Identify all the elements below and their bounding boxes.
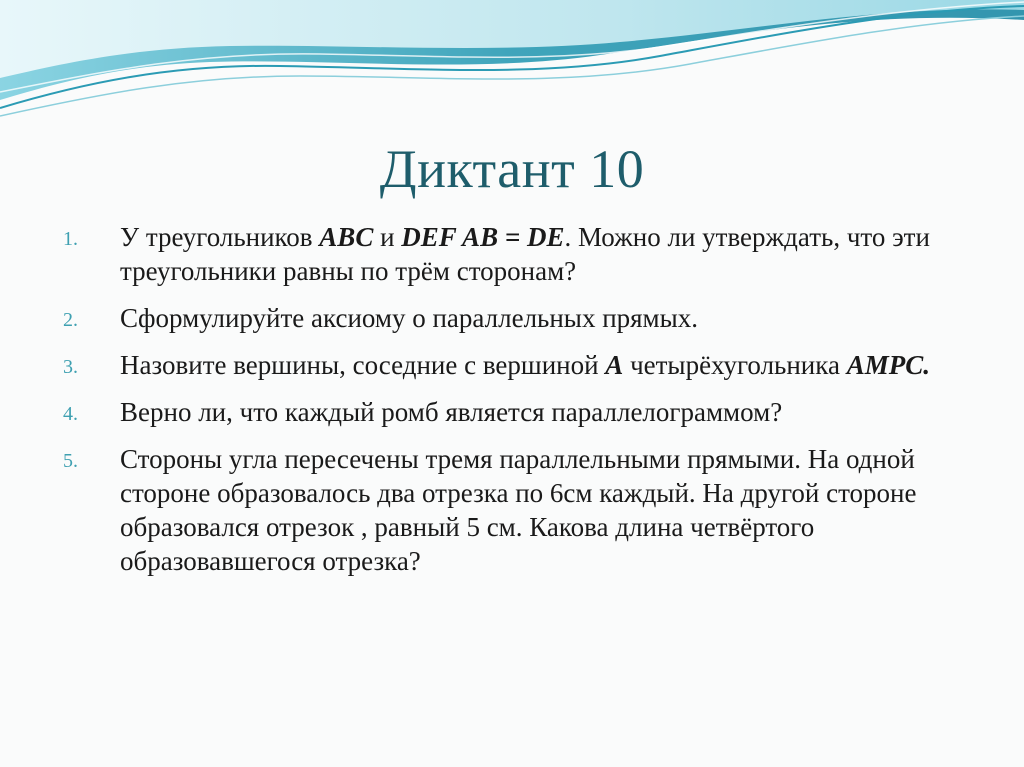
- item-text: . Можно ли утверждать, что эти треугольники равны по трём сторонам?: [120, 222, 930, 286]
- list-item-2: [0, 301, 970, 335]
- item-number: 2.: [63, 309, 78, 331]
- math-term: DEF AB = DE: [401, 222, 565, 252]
- question-list: [0, 220, 1024, 591]
- math-term: ABC: [319, 222, 374, 252]
- item-text: У треугольников: [120, 222, 320, 252]
- item-text: Назовите вершины, соседние с вершиной: [120, 350, 606, 380]
- item-number: 1.: [63, 228, 78, 250]
- list-item-1: [0, 220, 970, 288]
- list-item-5: [0, 442, 970, 578]
- item-text: четырёхугольника: [623, 350, 847, 380]
- item-text: Стороны угла пересечены тремя параллельными прямыми. На одной стороне образовалось два отрезка по 6см каждый. На другой стороне образовался отрезок , равный 5 см. Какова длина четвёртого образовавшегося отрезка?: [120, 444, 917, 576]
- list-item-4: [0, 395, 970, 429]
- math-term: AMPC.: [846, 350, 930, 380]
- item-text: Верно ли, что каждый ромб является параллелограммом?: [120, 397, 783, 427]
- item-number: 3.: [63, 356, 78, 378]
- item-number: 5.: [63, 450, 78, 472]
- item-number: 4.: [63, 403, 78, 425]
- math-term: A: [605, 350, 624, 380]
- list-item-3: [0, 348, 970, 382]
- item-text: Сформулируйте аксиому о параллельных прямых.: [120, 303, 699, 333]
- slide-title: Диктант 10: [379, 139, 645, 199]
- item-text: и: [373, 222, 402, 252]
- wave-decoration: [0, 0, 1024, 125]
